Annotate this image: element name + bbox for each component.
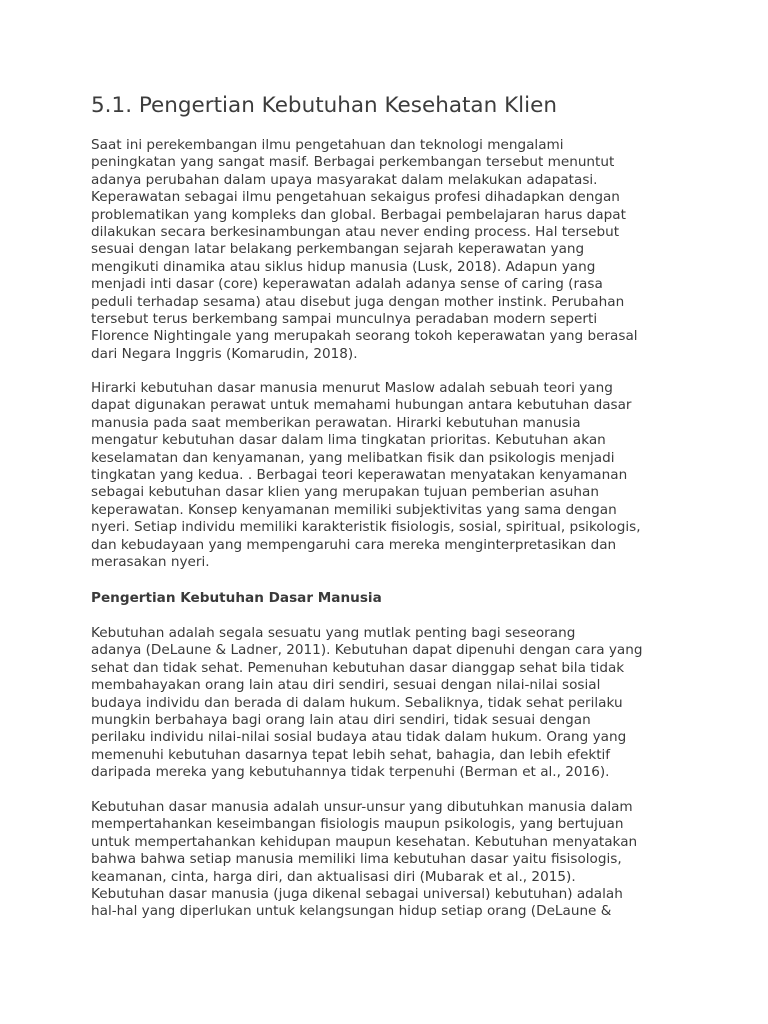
text-line: nyeri. Setiap individu memiliki karakteristik fisiologis, sosial, spiritual, psikologis, — [91, 519, 641, 536]
text-line: dapat digunakan perawat untuk memahami hubungan antara kebutuhan dasar — [91, 397, 632, 414]
text-line: bahwa bahwa setiap manusia memiliki lima kebutuhan dasar yaitu fisisologis, — [91, 851, 622, 868]
text-line: manusia pada saat memberikan perawatan. Hirarki kebutuhan manusia — [91, 414, 581, 431]
paragraph-definition — [91, 625, 691, 782]
text-line: sebagai kebutuhan dasar klien yang merupakan tujuan pemberian asuhan — [91, 484, 599, 501]
text-line: dari Negara Inggris (Komarudin, 2018). — [91, 345, 358, 362]
text-line: mempertahankan keseimbangan fisiologis maupun psikologis, yang bertujuan — [91, 816, 624, 833]
paragraph-basic-needs — [91, 799, 691, 921]
text-line: hal-hal yang diperlukan untuk kelangsungan hidup setiap orang (DeLaune & — [91, 903, 612, 920]
text-line: Kebutuhan dasar manusia (juga dikenal sebagai universal) kebutuhan) adalah — [91, 886, 623, 903]
text-line: tersebut terus berkembang sampai munculnya peradaban modern seperti — [91, 311, 598, 328]
text-line: keperawatan. Konsep kenyamanan memiliki subjektivitas yang sama dengan — [91, 501, 617, 518]
text-line: sehat dan tidak sehat. Pemenuhan kebutuhan dasar dianggap sehat bila tidak — [91, 659, 625, 676]
text-line: peduli terhadap sesama) atau disebut juga dengan mother instink. Perubahan — [91, 293, 625, 310]
text-line: merasakan nyeri. — [91, 554, 210, 571]
text-line: Keperawatan sebagai ilmu pengetahuan sekaigus profesi dihadapkan dengan — [91, 189, 620, 206]
text-line: Saat ini perekembangan ilmu pengetahuan dan teknologi mengalami — [91, 137, 564, 153]
paragraph-intro — [91, 137, 691, 363]
text-line: Florence Nightingale yang merupakah seorang tokoh keperawatan yang berasal — [91, 328, 638, 345]
text-line: peningkatan yang sangat masif. Berbagai perkembangan tersebut menuntut — [91, 154, 615, 171]
text-line: daripada mereka yang kebutuhannya tidak terpenuhi (Berman et al., 2016). — [91, 764, 610, 781]
page-title: 5.1. Pengertian Kebutuhan Kesehatan Klien — [91, 93, 557, 118]
text-line: mengatur kebutuhan dasar dalam lima tingkatan prioritas. Kebutuhan akan — [91, 432, 606, 449]
text-line: Kebutuhan adalah segala sesuatu yang mutlak penting bagi seseorang — [91, 625, 576, 641]
text-line: keamanan, cinta, harga diri, dan aktualisasi diri (Mubarak et al., 2015). — [91, 868, 576, 885]
text-line: Hirarki kebutuhan dasar manusia menurut Maslow adalah sebuah teori yang — [91, 380, 613, 396]
text-line: adanya perubahan dalam upaya masyarakat dalam melakukan adapatasi. — [91, 171, 598, 188]
text-line: memenuhi kebutuhan dasarnya tepat lebih sehat, bahagia, dan lebih efektif — [91, 746, 611, 763]
text-line: dilakukan secara berkesinambungan atau never ending process. Hal tersebut — [91, 224, 620, 241]
text-line: membahayakan orang lain atau diri sendiri, sesuai dengan nilai-nilai sosial — [91, 677, 601, 694]
text-line: problematikan yang kompleks dan global. Berbagai pembelajaran harus dapat — [91, 206, 626, 223]
text-line: sesuai dengan latar belakang perkembangan sejarah keperawatan yang — [91, 241, 585, 258]
text-line: mungkin berbahaya bagi orang lain atau diri sendiri, tidak sesuai dengan — [91, 712, 591, 729]
section-heading: Pengertian Kebutuhan Dasar Manusia — [91, 590, 382, 606]
text-line: keselamatan dan kenyamanan, yang melibatkan fisik dan psikologis menjadi — [91, 449, 615, 466]
text-line: menjadi inti dasar (core) keperawatan adalah adanya sense of caring (rasa — [91, 276, 603, 293]
paragraph-maslow — [91, 380, 691, 571]
text-line: perilaku individu nilai-nilai sosial budaya atau tidak dalam hukum. Orang yang — [91, 729, 627, 746]
text-line: untuk mempertahankan kehidupan maupun kesehatan. Kebutuhan menyatakan — [91, 833, 638, 850]
text-line: budaya individu dan berada di dalam hukum. Sebaliknya, tidak sehat perilaku — [91, 694, 623, 711]
text-line: tingkatan yang kedua. . Berbagai teori keperawatan menyatakan kenyamanan — [91, 467, 628, 484]
text-line: mengikuti dinamika atau siklus hidup manusia (Lusk, 2018). Adapun yang — [91, 258, 596, 275]
text-line: dan kebudayaan yang mempengaruhi cara mereka menginterpretasikan dan — [91, 536, 617, 553]
text-line: adanya (DeLaune & Ladner, 2011). Kebutuhan dapat dipenuhi dengan cara yang — [91, 642, 643, 659]
text-line: Kebutuhan dasar manusia adalah unsur-unsur yang dibutuhkan manusia dalam — [91, 799, 633, 815]
